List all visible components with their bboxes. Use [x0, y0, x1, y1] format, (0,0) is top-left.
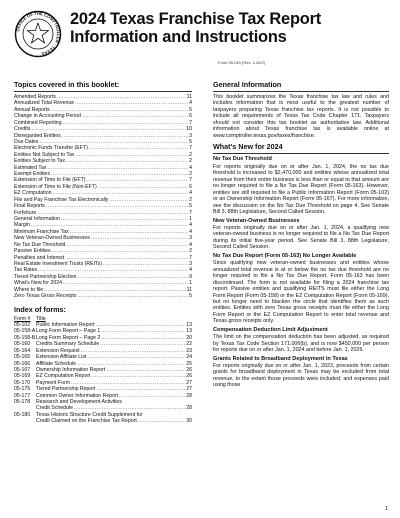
- toc-item-page: 7: [189, 177, 192, 184]
- form-item: [14, 412, 192, 425]
- toc-item-page: 2: [189, 248, 192, 255]
- toc-list: [14, 94, 192, 300]
- form-title: Tiered Partnership Report: [36, 386, 96, 393]
- form-number: 05-164: [14, 347, 31, 354]
- form-title: Extension Request: [36, 347, 80, 354]
- toc-item-page: 7: [189, 254, 192, 261]
- form-number: 05-165: [14, 354, 31, 361]
- toc-item-title: What's New for 2024: [14, 280, 62, 287]
- form-title: Payment Form: [36, 379, 71, 386]
- toc-item-title: New Veteran-Owned Businesses: [14, 235, 90, 242]
- toc-item-title: File and Pay Franchise Tax Electronically: [14, 196, 109, 203]
- form-title-cont: Credit Claimed on the Franchise Tax Report: [36, 418, 137, 425]
- forms-list: [14, 322, 192, 425]
- title-line-1: 2024 Texas Franchise Tax Report: [70, 10, 322, 28]
- toc-item-page: 4: [189, 100, 192, 107]
- form-page: 30: [186, 418, 192, 425]
- page-title: [70, 10, 390, 46]
- comptroller-seal-icon: [14, 10, 62, 58]
- form-title: Texas Historic Structure Credit Supplement for: [36, 411, 143, 418]
- right-column: [213, 80, 389, 391]
- form-title: EZ Computation Report: [36, 373, 91, 380]
- title-line-2: Information and Instructions: [70, 28, 287, 46]
- toc-item-page: 6: [189, 113, 192, 120]
- form-title: Long Form Report – Page 1: [36, 328, 101, 335]
- section-heading: No Tax Due Threshold: [213, 156, 272, 163]
- toc-item-page: 5: [189, 106, 192, 113]
- toc-item-title: Real Estate Investment Trusts (REITs): [14, 260, 102, 267]
- section-heading: New Veteran-Owned Businesses: [213, 217, 300, 224]
- form-number: 05-178: [14, 399, 31, 406]
- form-number: 05-160: [14, 341, 31, 348]
- col-form-number: Form #: [14, 315, 31, 322]
- leader-dots: [138, 418, 185, 424]
- form-number: 05-102: [14, 322, 31, 328]
- toc-item-title: Tax Rates: [14, 267, 38, 274]
- toc-item-title: Margin: [14, 222, 30, 229]
- toc-item-page: 9: [189, 273, 192, 280]
- toc-item-page: 4: [189, 241, 192, 248]
- form-number: 05-158-A: [14, 328, 36, 335]
- toc-item-title: Zero Texas Gross Receipts: [14, 293, 77, 300]
- divider: [14, 91, 192, 92]
- toc-item-title: Change in Accounting Period: [14, 113, 81, 120]
- toc-item-page: 7: [189, 209, 192, 216]
- toc-item-page: 11: [186, 286, 192, 293]
- toc-item-title: No Tax Due Threshold: [14, 241, 66, 248]
- toc-item-title: Estimated Tax: [14, 164, 47, 171]
- section-text: For reports originally due on or after Jan. 1, 2024, the no tax due threshold is increased to $2,470,000 and entities whose annualized total revenue from their entire business is less than or equal to that amount are no longer required to file a No Tax Due Report (Form 05-163). However, entities are still required to file a Public Information Report (Form 05-102) or an Ownership Information Report (Form 05-167). For more information, see the discussion on the No Tax Due Threshold on page 4. See Senate Bill 3, 88th Legislature, Second Called Session.: [213, 163, 389, 216]
- toc-item-page: 2: [189, 196, 192, 203]
- toc-item-page: 4: [189, 190, 192, 197]
- form-page: 13: [186, 328, 192, 335]
- form-number: 05-180: [14, 411, 31, 418]
- form-page: 27: [186, 386, 192, 393]
- toc-item-page: 2: [189, 171, 192, 178]
- forms-index-heading: Index of forms:: [14, 304, 66, 314]
- toc-item-page: 10: [186, 126, 192, 133]
- form-page: 24: [186, 354, 192, 361]
- toc-item-title: General Information: [14, 216, 60, 223]
- left-column: [14, 80, 192, 425]
- form-number: 05-169: [14, 373, 31, 380]
- toc-item-title: Entities Not Subject to Tax: [14, 151, 75, 158]
- toc-item-page: 2: [189, 151, 192, 158]
- toc-heading: Topics covered in this booklet:: [14, 80, 120, 89]
- form-page: 28: [186, 405, 192, 412]
- toc-item-title: Extension of Time to File (Non-EFT): [14, 183, 97, 190]
- toc-item-page: 11: [186, 94, 192, 100]
- seal-text: OFFICE OF THE COMPTROLLER · TEXAS: [15, 10, 62, 57]
- form-title: Affiliate Schedule: [36, 360, 76, 367]
- toc-item-title: Annualized Total Revenue: [14, 100, 75, 107]
- toc-item-title: Minimum Franchise Tax: [14, 228, 69, 235]
- toc-item-title: Tiered Partnership Election: [14, 273, 77, 280]
- toc-item-title: Disregarded Entities: [14, 132, 61, 139]
- toc-item-page: 3: [189, 260, 192, 267]
- toc-item-page: 5: [189, 203, 192, 210]
- form-title: Common Owner Information Report: [36, 392, 119, 399]
- leader-dots: [77, 293, 188, 299]
- toc-item: [14, 293, 192, 299]
- form-number: 05-158-B: [14, 334, 36, 341]
- form-page: 27: [186, 379, 192, 386]
- section-text: For reports originally due on or after Jan. 1, 2024, a qualifying new veteran-owned business is no longer required to file a No Tax Due Report during its initial five-year period. See Senate Bill 3, 88th Legislature, Second Called Session.: [213, 224, 389, 251]
- form-number: Form 05-910 (Rev. 1-24/2): [218, 60, 266, 65]
- toc-item-page: 7: [189, 145, 192, 152]
- col-title: Title: [36, 315, 46, 322]
- form-page: 23: [186, 347, 192, 354]
- form-page: 22: [186, 341, 192, 348]
- form-title: Credits Summary Schedule: [36, 341, 100, 348]
- toc-item-title: Final Reports: [14, 203, 45, 210]
- form-title: Ownership Information Report: [36, 366, 106, 373]
- form-title: Research and Development Activities: [36, 399, 122, 406]
- section-heading: Compensation Deduction Limit Adjustment: [213, 326, 328, 333]
- divider: [213, 153, 389, 154]
- form-page: 25: [186, 360, 192, 367]
- section-text: Since qualifying new veteran-owned businesses and entities whose annualized total revenue is at or below the no tax due threshold are no longer required to file a No Tax Due Report, Form 05-163 has been discontinued. The form is not available for filing a 2024 franchise tax report. Passive entities and qualifying REITS must file either the Long Form Report (Form 05-158) or the EZ Computation Report (Form 05-169), but no longer need to blacken the circle that identifies them as such entities. Entities with zero Texas gross receipts must file either the Long Form Report or the EZ Computation Report to enter total revenue and Texas gross receipts only.: [213, 260, 389, 325]
- toc-item-page: 4: [189, 228, 192, 235]
- toc-item-title: EZ Computation: [14, 190, 52, 197]
- divider: [213, 91, 389, 92]
- toc-item-page: 2: [189, 158, 192, 165]
- toc-item-title: Credits: [14, 126, 31, 133]
- form-number: 05-177: [14, 392, 31, 399]
- section-text: For reports originally due on or after Jan. 1, 2023, proceeds from certain grants for broadband deployment in Texas may be excluded from total revenue, to the extent those proceeds were included; and expenses paid using those: [213, 362, 389, 389]
- toc-item-page: 5: [189, 293, 192, 300]
- general-text: This booklet summarizes the Texas franchise tax law and rules and includes information that is most useful to the greatest number of taxpayers preparing Texas franchise tax reports. It is not possible to include all requirements of Texas Tax Code Chapter 171. Taxpayers should not consider this tax booklet as authoritative law. Additional information about Texas franchise tax is available online at www.comptroller.texas.gov/taxes/franchise.: [213, 94, 389, 139]
- whats-new-heading: What's New for 2024: [213, 142, 283, 152]
- form-number: 05-170: [14, 379, 31, 386]
- form-page: 20: [186, 334, 192, 341]
- toc-item-title: Entities Subject to Tax: [14, 158, 65, 165]
- toc-item-page: 3: [189, 235, 192, 242]
- leader-dots: [119, 393, 185, 399]
- toc-item-page: 7: [189, 119, 192, 126]
- form-page: 26: [186, 373, 192, 380]
- form-title-cont: Credit Schedule: [36, 405, 73, 412]
- toc-item-page: 1: [189, 280, 192, 287]
- toc-item-title: Amended Reports: [14, 94, 56, 100]
- form-page: 26: [186, 366, 192, 373]
- toc-item-page: 3: [189, 132, 192, 139]
- toc-item-page: 1: [189, 216, 192, 223]
- toc-item-title: Extension of Time to File (EFT): [14, 177, 86, 184]
- general-heading: General Information: [213, 80, 282, 89]
- toc-item-title: Due Dates: [14, 138, 39, 145]
- toc-item-title: Annual Reports: [14, 106, 50, 113]
- toc-item-title: Combined Reporting: [14, 119, 62, 126]
- form-item: [14, 399, 192, 412]
- section-heading: No Tax Due Report (Form 05-163) No Longer Available: [213, 252, 357, 259]
- whats-new-sections: [213, 156, 389, 389]
- form-number: 05-167: [14, 366, 31, 373]
- form-page: 28: [186, 392, 192, 399]
- section-heading: Grants Related to Broadband Deployment in Texas: [213, 355, 348, 362]
- form-title: Long Form Report – Page 2: [36, 334, 101, 341]
- page-number: 1: [384, 506, 388, 512]
- toc-item-page: 5: [189, 138, 192, 145]
- form-number: 05-166: [14, 360, 31, 367]
- toc-item-title: Exempt Entities: [14, 171, 51, 178]
- form-title: Public Information Report: [36, 322, 95, 328]
- section-text: The limit on the compensation deduction has been adjusted, as required by Texas Tax Code Section 171.006(b), and is now $450,000 per person for reports due on or after Jan. 1, 2024 and before Jan. 1, 2026.: [213, 334, 389, 354]
- toc-item-page: 4: [189, 164, 192, 171]
- toc-item-page: 4: [189, 267, 192, 274]
- toc-item-title: Penalties and Interest: [14, 254, 65, 261]
- form-page: 13: [186, 322, 192, 328]
- toc-item-page: 4: [189, 222, 192, 229]
- toc-item-title: Where to file: [14, 286, 44, 293]
- toc-item-title: Passive Entities: [14, 248, 51, 255]
- form-number: 05-175: [14, 386, 31, 393]
- form-title: Extension Affiliate List: [36, 354, 87, 361]
- toc-item-title: Electronic Funds Transfer (EFT): [14, 145, 88, 152]
- toc-item-page: 6: [189, 183, 192, 190]
- toc-item-title: Forfeiture: [14, 209, 37, 216]
